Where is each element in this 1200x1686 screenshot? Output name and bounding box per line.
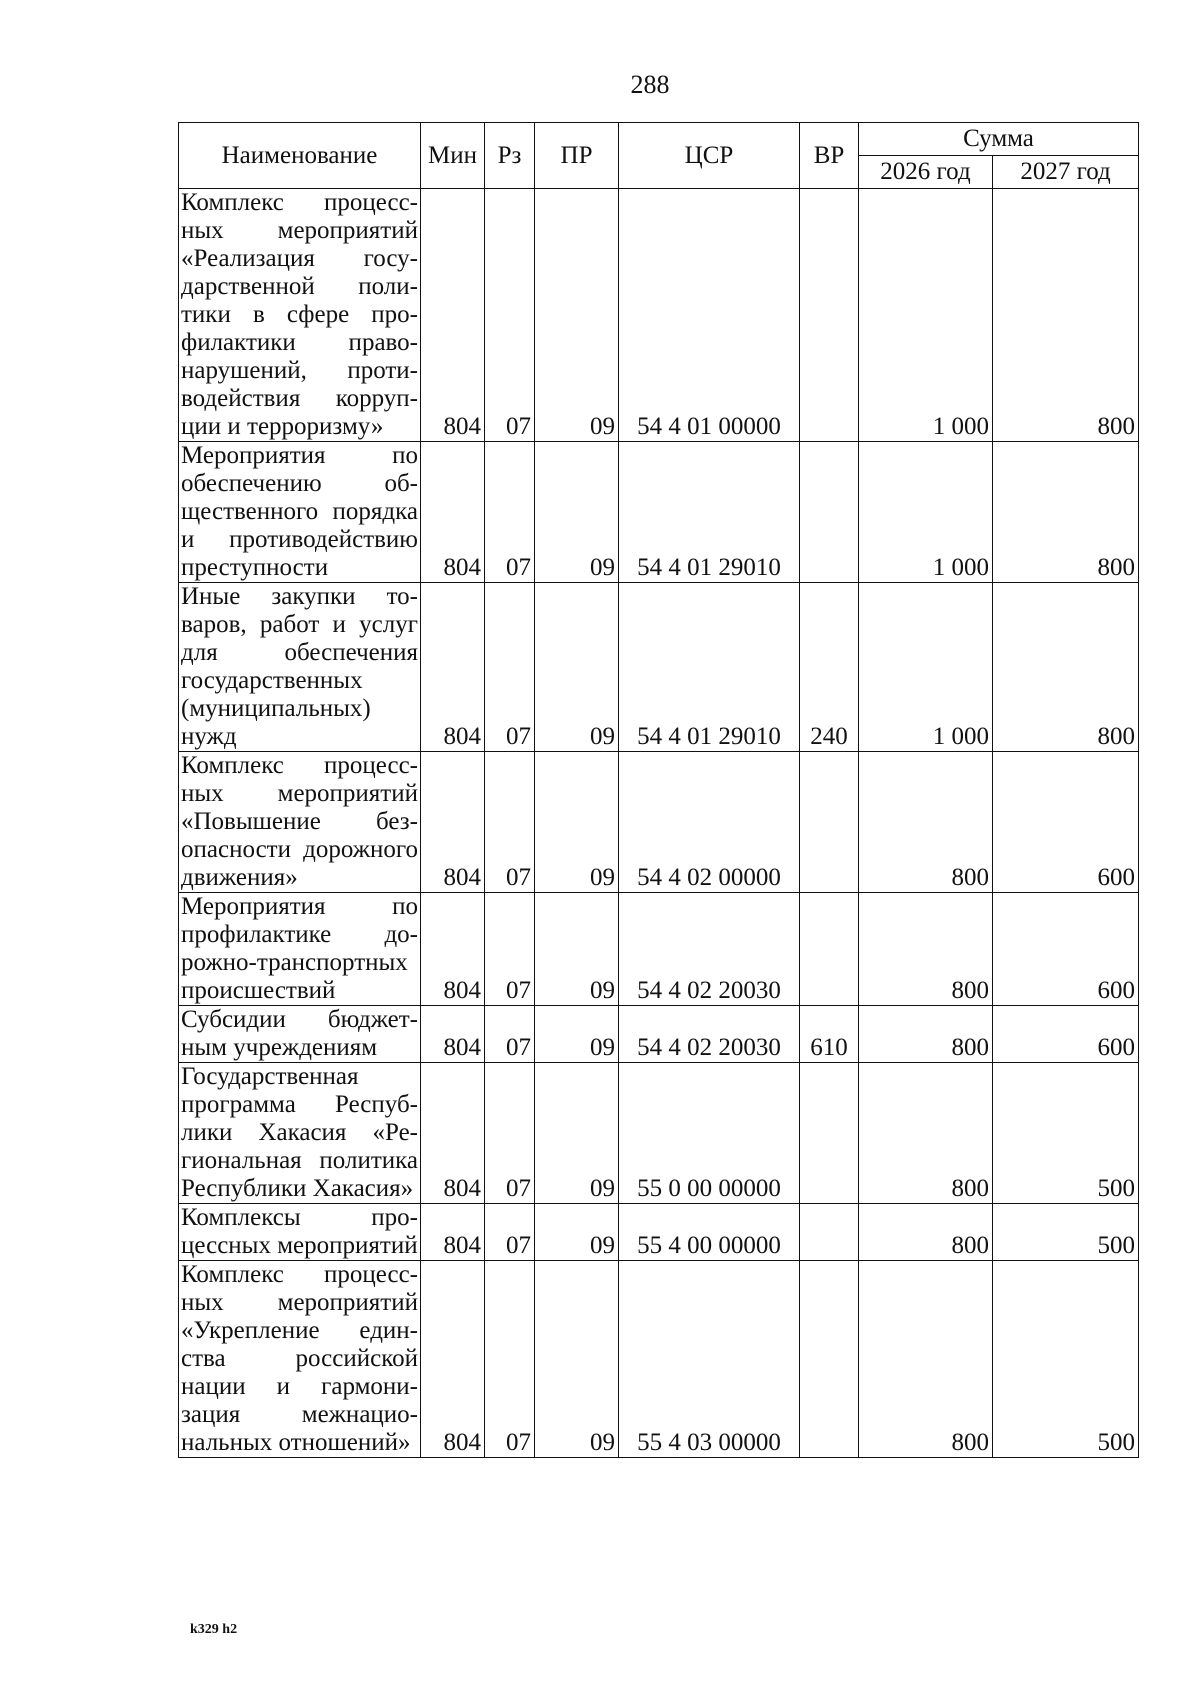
cell-name: Комплекс процессных мероприятий «Повышение безопасности дорожного движения» [179,752,421,893]
cell-pr: 09 [535,893,619,1006]
table-row [179,1204,1139,1261]
cell-min: 804 [421,583,485,752]
table-row [179,1261,1139,1458]
header-year-2026: 2026 год [859,156,993,189]
cell-pr: 09 [535,1204,619,1261]
cell-rz: 07 [485,1261,535,1458]
cell-sum-2026: 1 000 [859,442,993,583]
cell-sum-2027: 600 [993,893,1139,1006]
cell-sum-2026: 800 [859,752,993,893]
cell-sum-2027: 500 [993,1261,1139,1458]
cell-csr: 54 4 02 00000 [619,752,800,893]
cell-pr: 09 [535,752,619,893]
budget-table-container [178,122,1138,1458]
cell-pr: 09 [535,1063,619,1204]
cell-csr: 54 4 01 00000 [619,189,800,442]
table-row [179,1063,1139,1204]
cell-rz: 07 [485,442,535,583]
cell-rz: 07 [485,1006,535,1063]
cell-vr: 610 [800,1006,859,1063]
cell-vr [800,893,859,1006]
table-row [179,189,1139,442]
cell-min: 804 [421,1063,485,1204]
cell-sum-2027: 800 [993,442,1139,583]
cell-name: Комплекс процессных мероприятий «Укрепление единства российской нации и гармонизация межнациональных отношений» [179,1261,421,1458]
cell-csr: 54 4 02 20030 [619,893,800,1006]
footer-code: k329 h2 [190,1622,238,1637]
cell-csr: 54 4 01 29010 [619,442,800,583]
cell-name: Мероприятия по обеспечению общественного порядка и противодействию преступности [179,442,421,583]
cell-sum-2026: 800 [859,1063,993,1204]
table-row [179,442,1139,583]
header-csr: ЦСР [619,123,800,189]
cell-min: 804 [421,893,485,1006]
cell-pr: 09 [535,1261,619,1458]
cell-pr: 09 [535,442,619,583]
table-row [179,1006,1139,1063]
cell-sum-2027: 800 [993,189,1139,442]
cell-sum-2027: 600 [993,752,1139,893]
page-number: 288 [630,70,670,99]
header-year-2027: 2027 год [993,156,1139,189]
table-row [179,752,1139,893]
cell-min: 804 [421,1261,485,1458]
cell-sum-2026: 1 000 [859,583,993,752]
cell-csr: 54 4 01 29010 [619,583,800,752]
cell-sum-2027: 600 [993,1006,1139,1063]
header-name: Наименование [179,123,421,189]
header-sum: Сумма [859,123,1139,156]
budget-table [178,122,1139,1458]
cell-sum-2026: 1 000 [859,189,993,442]
cell-pr: 09 [535,1006,619,1063]
cell-name: Иные закупки товаров, работ и услуг для обеспечения государственных (муниципальных) нужд [179,583,421,752]
header-min: Мин [421,123,485,189]
cell-csr: 54 4 02 20030 [619,1006,800,1063]
cell-min: 804 [421,189,485,442]
cell-rz: 07 [485,1063,535,1204]
cell-vr [800,752,859,893]
cell-name: Мероприятия по профилактике дорожно-транспортных происшествий [179,893,421,1006]
cell-name: Комплексы процессных мероприятий [179,1204,421,1261]
header-rz: Рз [485,123,535,189]
cell-sum-2026: 800 [859,1204,993,1261]
cell-min: 804 [421,1006,485,1063]
cell-rz: 07 [485,189,535,442]
header-vr: ВР [800,123,859,189]
cell-rz: 07 [485,1204,535,1261]
cell-name: Субсидии бюджетным учреждениям [179,1006,421,1063]
cell-vr [800,1063,859,1204]
cell-csr: 55 4 03 00000 [619,1261,800,1458]
cell-name: Государственная программа Республики Хакасия «Региональная политика Республики Хакасия» [179,1063,421,1204]
cell-min: 804 [421,752,485,893]
cell-vr [800,189,859,442]
cell-min: 804 [421,442,485,583]
table-body [179,189,1139,1458]
cell-sum-2027: 500 [993,1204,1139,1261]
cell-sum-2027: 500 [993,1063,1139,1204]
cell-rz: 07 [485,893,535,1006]
table-row [179,583,1139,752]
header-row-top [179,123,1139,156]
cell-csr: 55 0 00 00000 [619,1063,800,1204]
cell-rz: 07 [485,752,535,893]
cell-pr: 09 [535,583,619,752]
cell-sum-2027: 800 [993,583,1139,752]
cell-vr [800,1261,859,1458]
cell-sum-2026: 800 [859,1006,993,1063]
cell-csr: 55 4 00 00000 [619,1204,800,1261]
cell-min: 804 [421,1204,485,1261]
cell-sum-2026: 800 [859,1261,993,1458]
cell-vr [800,442,859,583]
header-pr: ПР [535,123,619,189]
table-row [179,893,1139,1006]
cell-name: Комплекс процессных мероприятий «Реализация государственной политики в сфере профилактики правонарушений, противодействия коррупции и терроризму» [179,189,421,442]
cell-sum-2026: 800 [859,893,993,1006]
cell-vr [800,1204,859,1261]
cell-rz: 07 [485,583,535,752]
cell-vr: 240 [800,583,859,752]
cell-pr: 09 [535,189,619,442]
